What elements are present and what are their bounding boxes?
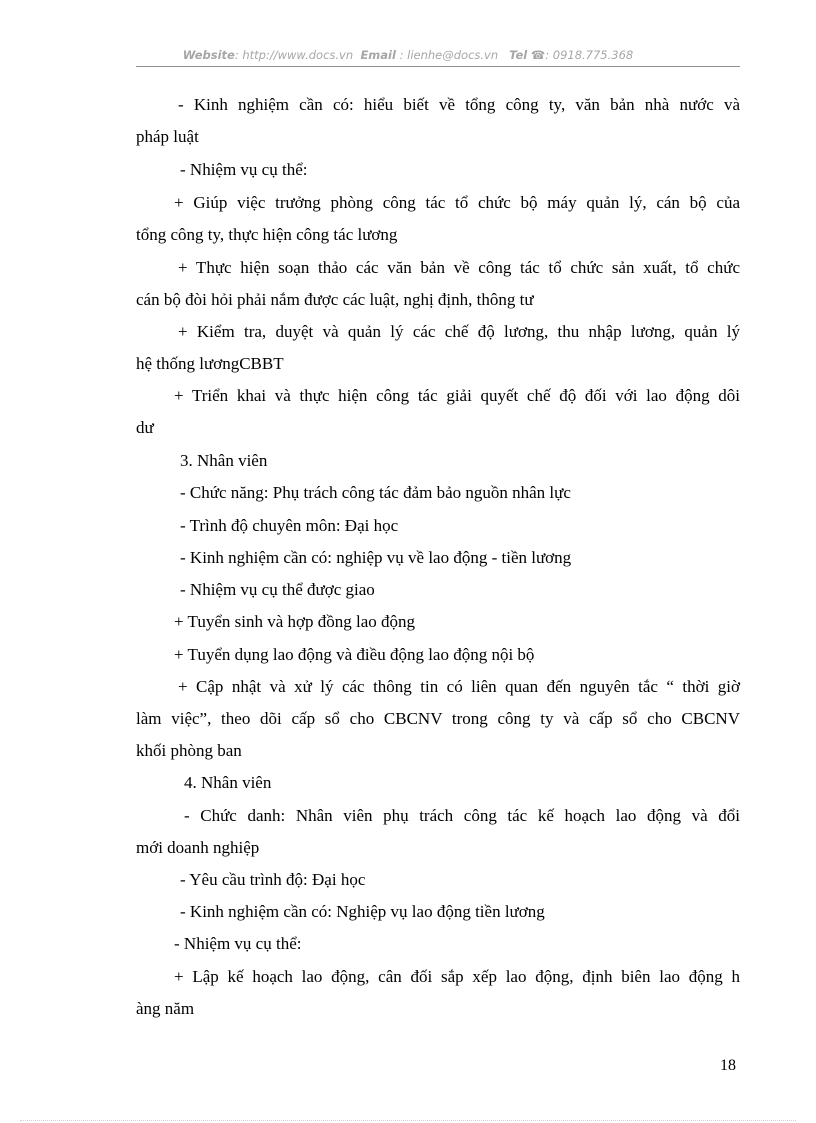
body-line: dư	[136, 418, 154, 437]
body-line: - Chức danh: Nhân viên phụ trách công tác kế hoạch lao động và đổi	[184, 806, 740, 825]
body-line: àng năm	[136, 999, 195, 1018]
phone-icon: ☎	[530, 48, 546, 62]
email-value: : lienhe@docs.vn	[399, 48, 499, 62]
tel-value: : 0918.775.368	[545, 48, 634, 62]
body-line: + Giúp việc trưởng phòng công tác tổ chức bộ máy quản lý, cán bộ của	[174, 193, 740, 212]
body-line: - Nhiệm vụ cụ thể:	[174, 934, 302, 953]
body-line: + Tuyển sinh và hợp đồng lao động	[174, 612, 416, 631]
body-line: - Yêu cầu trình độ: Đại học	[180, 870, 366, 889]
body-line: tổng công ty, thực hiện công tác lương	[136, 225, 398, 244]
body-line: làm việc”, theo dõi cấp sổ cho CBCNV trong công ty và cấp sổ cho CBCNV	[136, 709, 740, 728]
section-heading: 3. Nhân viên	[180, 451, 268, 470]
body-line: cán bộ đòi hỏi phải nắm được các luật, nghị định, thông tư	[136, 290, 534, 309]
body-line: + Kiểm tra, duyệt và quản lý các chế độ lương, thu nhập lương, quản lý	[178, 322, 740, 341]
footer-divider	[20, 1120, 796, 1121]
body-line: mới doanh nghiệp	[136, 838, 260, 857]
body-line: - Chức năng: Phụ trách công tác đảm bảo nguồn nhân lực	[180, 483, 571, 502]
body-line: - Trình độ chuyên môn: Đại học	[180, 516, 399, 535]
body-line: - Kinh nghiệm cần có: hiểu biết về tổng công ty, văn bản nhà nước và	[178, 95, 740, 114]
page-header	[0, 48, 816, 62]
page-number: 18	[720, 1057, 736, 1074]
body-line: + Triển khai và thực hiện công tác giải quyết chế độ đối với lao động dôi	[174, 386, 740, 405]
section-heading: 4. Nhân viên	[184, 773, 272, 792]
body-line: hệ thống lươngCBBT	[136, 354, 284, 373]
body-line: - Nhiệm vụ cụ thể:	[180, 160, 308, 179]
body-line: khối phòng ban	[136, 741, 242, 760]
website-value: : http://www.docs.vn	[234, 48, 354, 62]
body-line: - Kinh nghiệm cần có: nghiệp vụ về lao động - tiền lương	[180, 548, 572, 567]
website-label: Website	[182, 48, 235, 62]
body-line: + Lập kế hoạch lao động, cân đối sắp xếp lao động, định biên lao động h	[174, 967, 740, 986]
tel-label: Tel	[509, 48, 528, 62]
email-label: Email	[360, 48, 396, 62]
body-line: + Cập nhật và xử lý các thông tin có liên quan đến nguyên tắc “ thời giờ	[178, 677, 740, 696]
body-line: - Nhiệm vụ cụ thể được giao	[180, 580, 375, 599]
header-divider	[136, 66, 740, 67]
body-line: - Kinh nghiệm cần có: Nghiệp vụ lao động tiền lương	[180, 902, 545, 921]
body-line: pháp luật	[136, 127, 199, 146]
body-line: + Tuyển dụng lao động và điều động lao động nội bộ	[174, 645, 535, 664]
body-line: + Thực hiện soạn thảo các văn bản về công tác tổ chức sản xuất, tổ chức	[178, 258, 740, 277]
